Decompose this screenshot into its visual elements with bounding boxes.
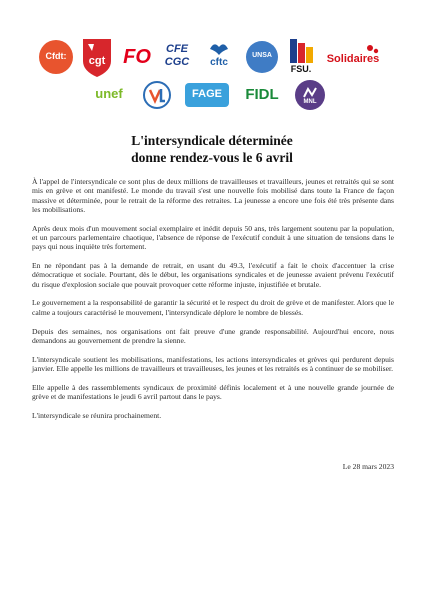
title-line-1: L'intersyndicale déterminée [131,133,293,148]
unsa-logo [244,39,280,75]
press-release-body [32,177,394,430]
mnl-logo-text: MNL [303,99,317,105]
fidl-logo-text: FIDL [245,86,279,103]
cfe-cgc-logo-top: CFE [166,43,188,55]
union-logos-row-2 [0,74,424,116]
fsu-logo [286,35,316,79]
paragraph-4: Le gouvernement a la responsabilité de garantir la sécurité et le respect du droit de grève et de manifester. Alors que le calme a toujours caractérisé le mouvement, l'intersyndicale déplore le nombre de blessés. [32,298,394,317]
cftc-logo-text: cftc [210,57,228,68]
fage-logo [184,80,230,110]
paragraph-6: L'intersyndicale soutient les mobilisations, manifestations, les actions intersyndicales et grèves qui perdurent depuis janvier. Elle appelle les millions de travailleurs et travailleuses, les jeunes et les retraités es à continuer de se mobiliser. [32,354,394,373]
cgt-logo-text: cgt [88,55,106,67]
page-title [0,132,424,166]
fo-logo-text: FO [123,46,151,68]
solidaires-logo [322,39,384,75]
cfdt-logo-text: Cfdt: [45,51,67,61]
fo-logo [120,40,154,74]
fsu-logo-text: FSU. [290,64,312,74]
paragraph-1: À l'appel de l'intersyndicale ce sont plus de deux millions de travailleuses et travailleurs, jeunes et retraités qui se sont mis en grève et ont manifesté. Le monde du travail s'est une nouvelle fois mobilisé dans toute la France de façon massive et déterminée, pour le retrait de la réforme des retraites. La jeunesse a encore une fois été très présente dans les mobilisations. [32,177,394,214]
fidl-logo [242,80,282,110]
cftc-logo [200,39,238,75]
solidaires-logo-text: Solidaires [326,53,380,65]
cgt-logo [80,35,114,79]
cfdt-logo [38,39,74,75]
cfe-cgc-logo-bottom: CGC [164,56,190,68]
paragraph-7: Elle appelle à des rassemblements syndicaux de proximité définis localement et à une nouvelle grande journée de grève et de manifestations le jeudi 6 avril partout dans le pays. [32,382,394,402]
unef-logo [88,80,130,110]
unsa-logo-text: UNSA [252,52,272,59]
paragraph-3: En ne répondant pas à la demande de retrait, en usant du 49.3, l'exécutif a fait le choix d'accentuer la crise démocratique et sociale. Pourtant, dès le début, les organisations syndicales et de jeunesse avaient prévenu l'exécutif du risque d'explosion sociale que pouvait provoquer cette réforme injuste, injustifiée et brutale. [32,261,394,289]
unef-logo-text: unef [95,86,123,101]
cfe-cgc-logo [160,37,194,77]
release-date: Le 28 mars 2023 [342,462,394,471]
paragraph-8: L'intersyndicale se réunira prochainement. [32,410,162,420]
paragraph-2: Après deux mois d'un mouvement social exemplaire et inédit depuis 50 ans, très largement soutenu par la population, et un parcours parlementaire chaotique, l'absence de réponse de l'exécutif conduit à une situation de tensions dans le pays qui nous inquiète très fortement. [32,223,394,252]
fage-logo-text: FAGE [192,88,222,100]
paragraph-5: Depuis des semaines, nos organisations ont fait preuve d'une grande responsabilité. Aujourd'hui encore, nous demandons au gouvernement de prendre la sienne. [32,326,394,345]
vl-logo [142,80,172,110]
title-line-2: donne rendez-vous le 6 avril [131,150,293,165]
mnl-logo [294,79,326,111]
